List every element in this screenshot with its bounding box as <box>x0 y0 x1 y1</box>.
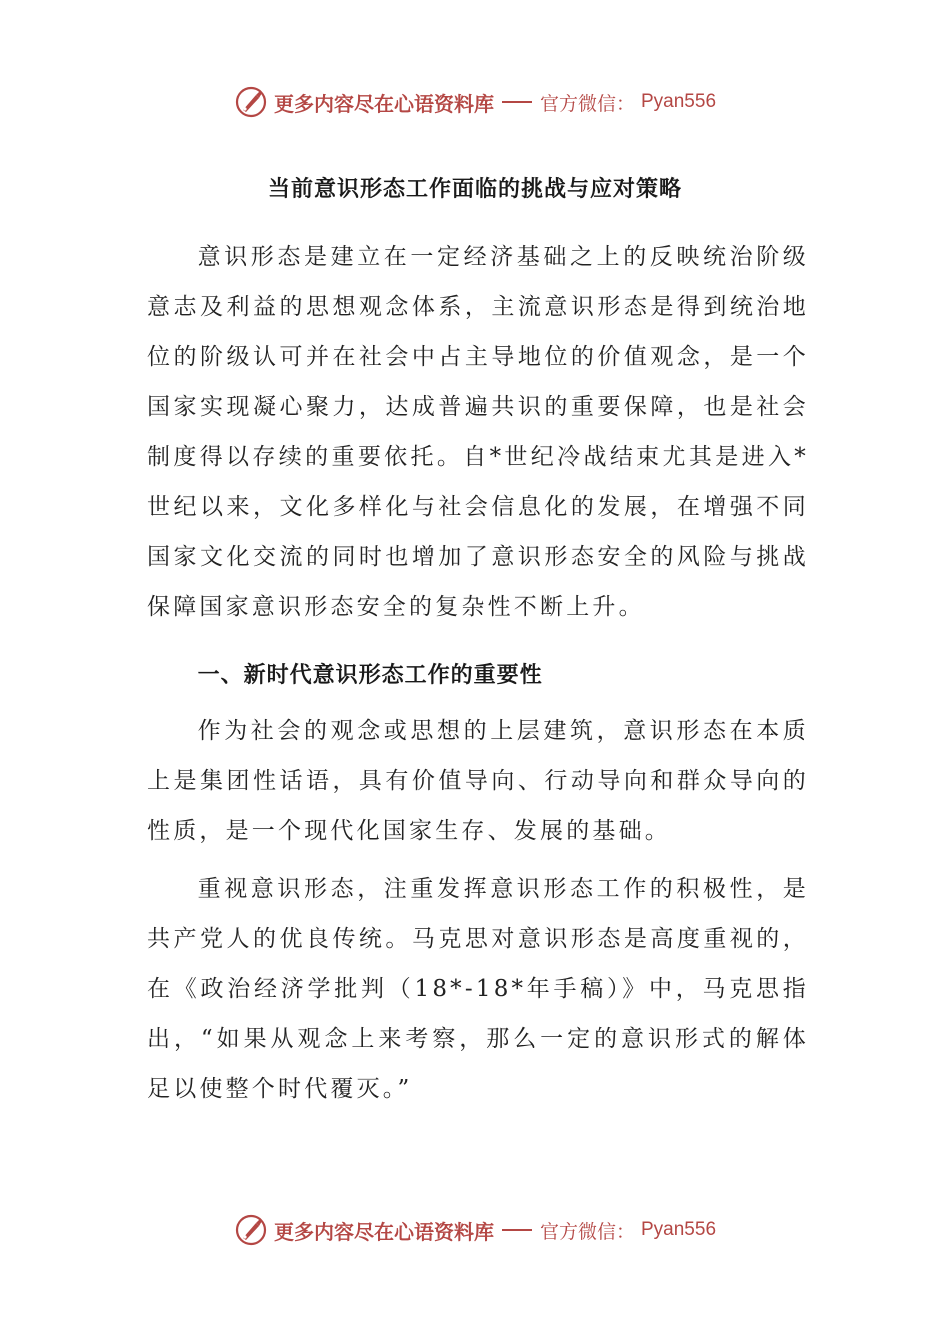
watermark-contact-label: 官方微信： <box>539 1220 635 1243</box>
watermark-dash <box>502 1229 532 1231</box>
watermark-contact-label: 官方微信： <box>539 92 635 115</box>
document-title: 当前意识形态工作面临的挑战与应对策略 <box>267 177 682 202</box>
watermark-banner-top <box>0 82 950 122</box>
watermark-site-name: 更多内容尽在心语资料库 <box>273 1219 494 1244</box>
section-paragraph-2: 重视意识形态，注重发挥意识形态工作的积极性，是共产党人的优良传统。马克思对意识形态是高度重视的，在《政治经济学批判（18*-18*年手稿）》中，马克思指出，“如果从观念上来考察，那么一定的意识形式的解体足以使整个时代覆灭。” <box>147 876 809 1102</box>
pen-nib-logo-icon <box>234 1213 268 1247</box>
watermark-wechat-id: Pyan556 <box>641 91 717 112</box>
watermark-wechat-id: Pyan556 <box>641 1219 717 1240</box>
pen-nib-logo-icon <box>234 85 268 119</box>
watermark-site-name: 更多内容尽在心语资料库 <box>273 91 494 116</box>
intro-paragraph: 意识形态是建立在一定经济基础之上的反映统治阶级意志及利益的思想观念体系，主流意识形态是得到统治地位的阶级认可并在社会中占主导地位的价值观念，是一个国家实现凝心聚力，达成普遍共识的重要保障，也是社会制度得以存续的重要依托。自*世纪冷战结束尤其是进入*世纪以来，文化多样化与社会信息化的发展，在增强不同国家文化交流的同时也增加了意识形态安全的风险与挑战保障国家意识形态安全的复杂性不断上升。 <box>147 244 809 620</box>
watermark-dash <box>502 101 532 103</box>
document-body <box>147 232 809 1114</box>
section-heading: 一、新时代意识形态工作的重要性 <box>197 663 543 688</box>
watermark-banner-bottom <box>0 1210 950 1250</box>
section-paragraph-1: 作为社会的观念或思想的上层建筑，意识形态在本质上是集团性话语，具有价值导向、行动导向和群众导向的性质，是一个现代化国家生存、发展的基础。 <box>147 718 809 844</box>
